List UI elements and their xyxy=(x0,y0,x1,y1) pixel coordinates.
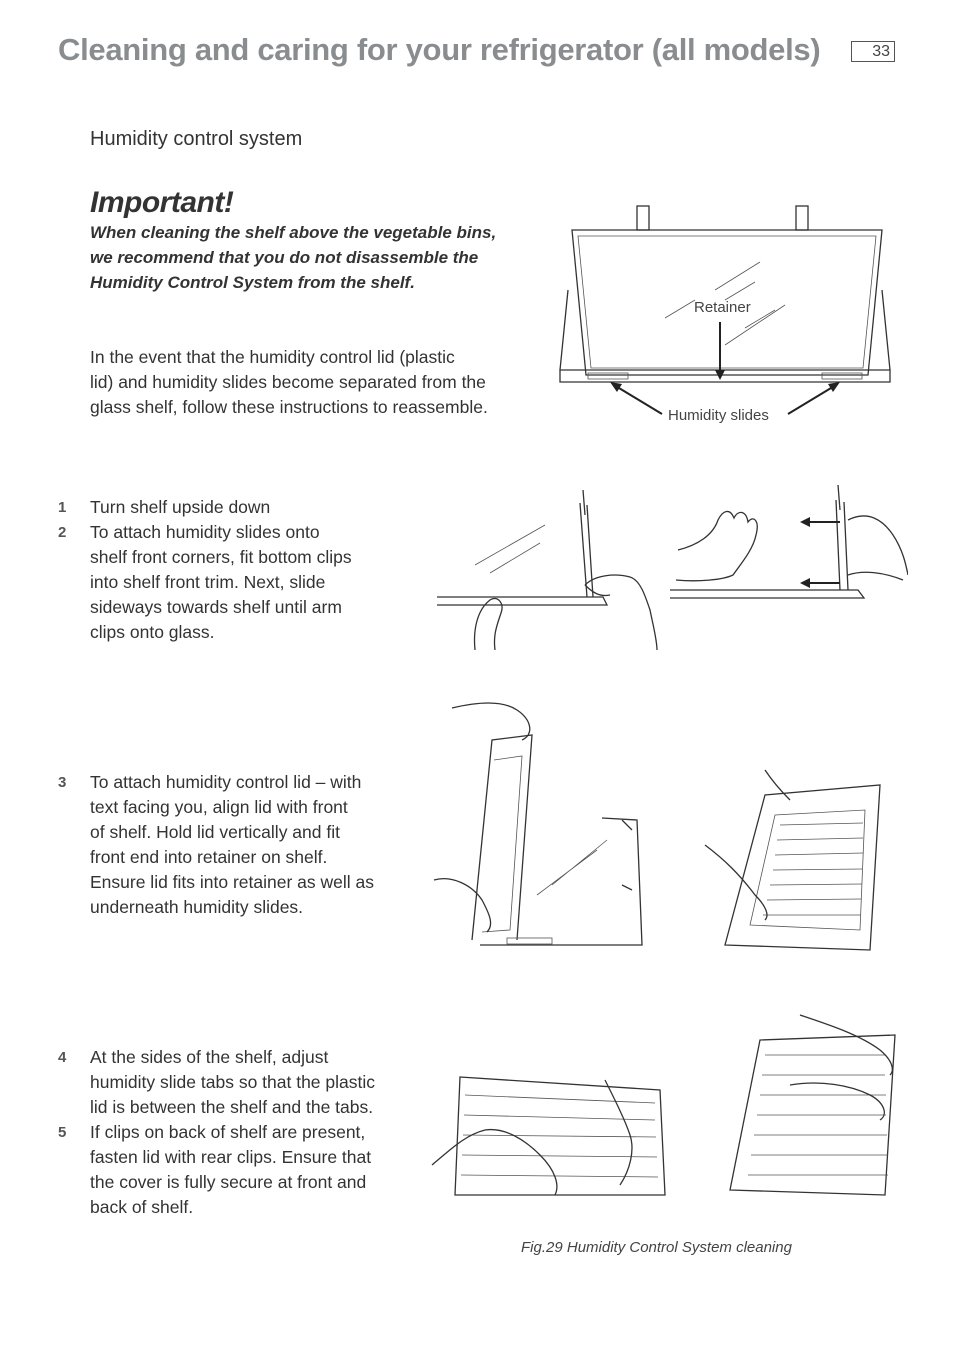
step-3 xyxy=(58,770,408,920)
step-line: lid is between the shelf and the tabs. xyxy=(90,1097,374,1117)
step-number: 2 xyxy=(58,524,67,541)
intro-line: lid) and humidity slides become separated from the xyxy=(90,372,486,392)
step-line: shelf front corners, fit bottom clips xyxy=(90,547,352,567)
step-number: 5 xyxy=(58,1124,67,1141)
figure-caption: Fig.29 Humidity Control System cleaning xyxy=(521,1239,792,1256)
intro-line: glass shelf, follow these instructions to reassemble. xyxy=(90,397,488,417)
step-line: Ensure lid fits into retainer as well as xyxy=(90,872,375,892)
step-4 xyxy=(58,1045,408,1120)
intro-line: In the event that the humidity control lid (plastic xyxy=(90,347,455,367)
step-line: into shelf front trim. Next, slide xyxy=(90,572,326,592)
important-note xyxy=(90,220,520,295)
step-5 xyxy=(58,1120,408,1220)
note-line: Humidity Control System from the shelf. xyxy=(90,273,415,292)
step-line: the cover is fully secure at front and xyxy=(90,1172,367,1192)
important-label: Important! xyxy=(90,186,234,219)
page-title: Cleaning and caring for your refrigerator (all models) xyxy=(58,32,821,67)
illustration-step4-tabs xyxy=(430,1075,675,1205)
step-line: humidity slide tabs so that the plastic xyxy=(90,1072,376,1092)
steps-4-5 xyxy=(58,1045,408,1220)
step-line: front end into retainer on shelf. xyxy=(90,847,328,867)
steps-3 xyxy=(58,770,408,920)
diagram-arrows xyxy=(600,320,850,430)
section-heading: Humidity control system xyxy=(90,128,303,150)
illustration-step3-lid-tilted xyxy=(695,765,890,955)
illustration-step3-lid-vertical xyxy=(432,700,647,955)
step-line: text facing you, align lid with front xyxy=(90,797,348,817)
illustration-step2-corner xyxy=(435,485,660,650)
step-number: 1 xyxy=(58,499,67,516)
page-number: 33 xyxy=(851,41,895,62)
step-line: underneath humidity slides. xyxy=(90,897,304,917)
step-line: Turn shelf upside down xyxy=(90,497,271,517)
retainer-label: Retainer xyxy=(694,299,751,316)
humidity-slides-label: Humidity slides xyxy=(668,407,769,424)
illustration-step2-slide xyxy=(668,480,908,610)
step-2 xyxy=(58,520,408,645)
step-number: 4 xyxy=(58,1049,67,1066)
intro-paragraph xyxy=(90,345,530,420)
step-line: fasten lid with rear clips. Ensure that xyxy=(90,1147,372,1167)
step-line: back of shelf. xyxy=(90,1197,194,1217)
step-line: of shelf. Hold lid vertically and fit xyxy=(90,822,340,842)
step-line: At the sides of the shelf, adjust xyxy=(90,1047,329,1067)
step-number: 3 xyxy=(58,774,67,791)
step-line: To attach humidity control lid – with xyxy=(90,772,362,792)
note-line: we recommend that you do not disassemble the xyxy=(90,248,479,267)
step-line: If clips on back of shelf are present, xyxy=(90,1122,366,1142)
step-line: To attach humidity slides onto xyxy=(90,522,320,542)
step-line: sideways towards shelf until arm xyxy=(90,597,342,617)
illustration-step5-rear-clips xyxy=(720,1005,900,1205)
note-line: When cleaning the shelf above the vegetable bins, xyxy=(90,223,497,242)
steps-1-2 xyxy=(58,495,408,645)
step-line: clips onto glass. xyxy=(90,622,215,642)
step-1 xyxy=(58,495,408,520)
